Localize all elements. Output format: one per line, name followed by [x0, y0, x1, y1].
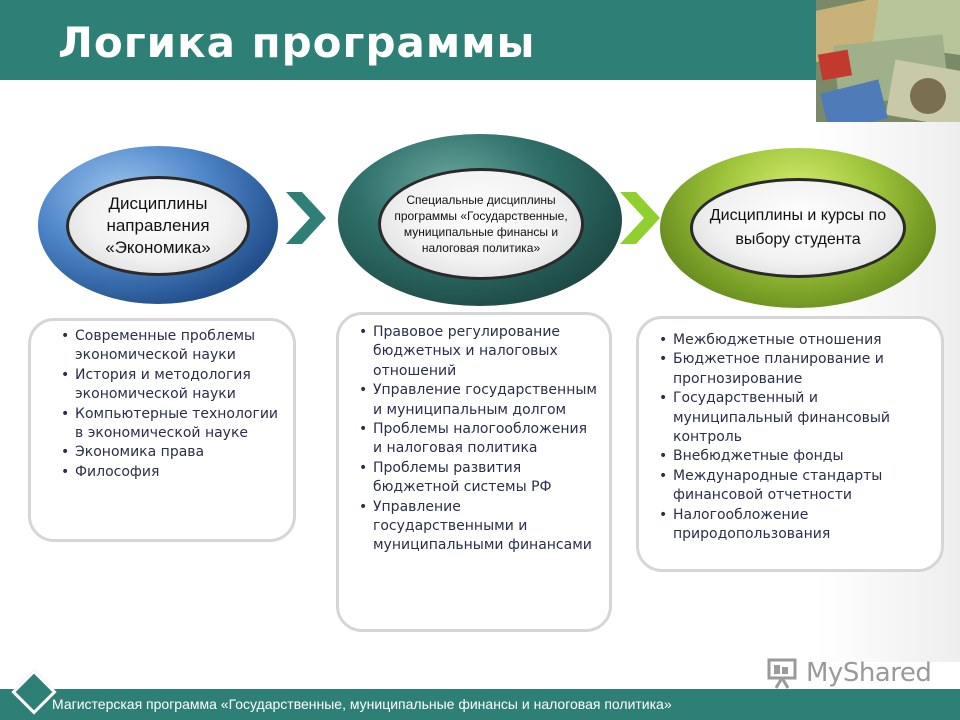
list-item: • Межбюджетные отношения [659, 331, 931, 350]
stage-economics-label: Дисциплины направления «Экономика» [105, 194, 211, 257]
stage-special-label-box [378, 168, 584, 280]
list-item: • История и методология экономической науки [61, 366, 283, 405]
stage-special-label: Специальные дисциплины программы «Государственные, муниципальные финансы и налоговая политика» [394, 193, 568, 255]
stage-special-list-box [336, 312, 612, 632]
stage-economics-list [61, 327, 283, 482]
stage-special-list [359, 323, 599, 556]
slide-title: Логика программы [58, 18, 536, 67]
list-item: • Современные проблемы экономической науки [61, 327, 283, 366]
chevron-right-icon [620, 192, 660, 244]
list-item: • Налогообложение природопользования [659, 506, 931, 545]
list-item: • Проблемы налогообложения и налоговая политика [359, 420, 599, 459]
chevron-right-icon [286, 192, 326, 244]
stage-elective-list-box [636, 316, 944, 572]
stage-elective-label-box [690, 178, 906, 278]
stage-economics-circle [38, 146, 278, 304]
stage-economics-label-box [66, 176, 250, 276]
footer-text: Магистерская программа «Государственные, муниципальные финансы и налоговая политика» [52, 696, 672, 712]
list-item: • Внебюджетные фонды [659, 447, 931, 466]
list-item: • Экономика права [61, 443, 283, 462]
presentation-icon [766, 658, 800, 690]
list-item: • Философия [61, 463, 283, 482]
myshared-logo [766, 656, 932, 692]
list-item: • Управление государственными и муниципальными финансами [359, 498, 599, 556]
logo-text: MyShared [806, 658, 932, 688]
list-item: • Управление государственным и муниципальным долгом [359, 381, 599, 420]
stage-special-circle [338, 134, 622, 306]
list-item: • Государственный и муниципальный финансовый контроль [659, 389, 931, 447]
banknotes-photo [816, 0, 960, 122]
stage-elective-list [659, 331, 931, 544]
list-item: • Правовое регулирование бюджетных и налоговых отношений [359, 323, 599, 381]
list-item: • Компьютерные технологии в экономической науке [61, 405, 283, 444]
list-item: • Бюджетное планирование и прогнозирование [659, 350, 931, 389]
stage-elective-circle [660, 148, 936, 308]
list-item: • Проблемы развития бюджетной системы РФ [359, 459, 599, 498]
stage-economics-list-box [28, 318, 296, 542]
list-item: • Международные стандарты финансовой отчетности [659, 467, 931, 506]
stage-elective-label: Дисциплины и курсы по выбору студента [709, 207, 887, 248]
